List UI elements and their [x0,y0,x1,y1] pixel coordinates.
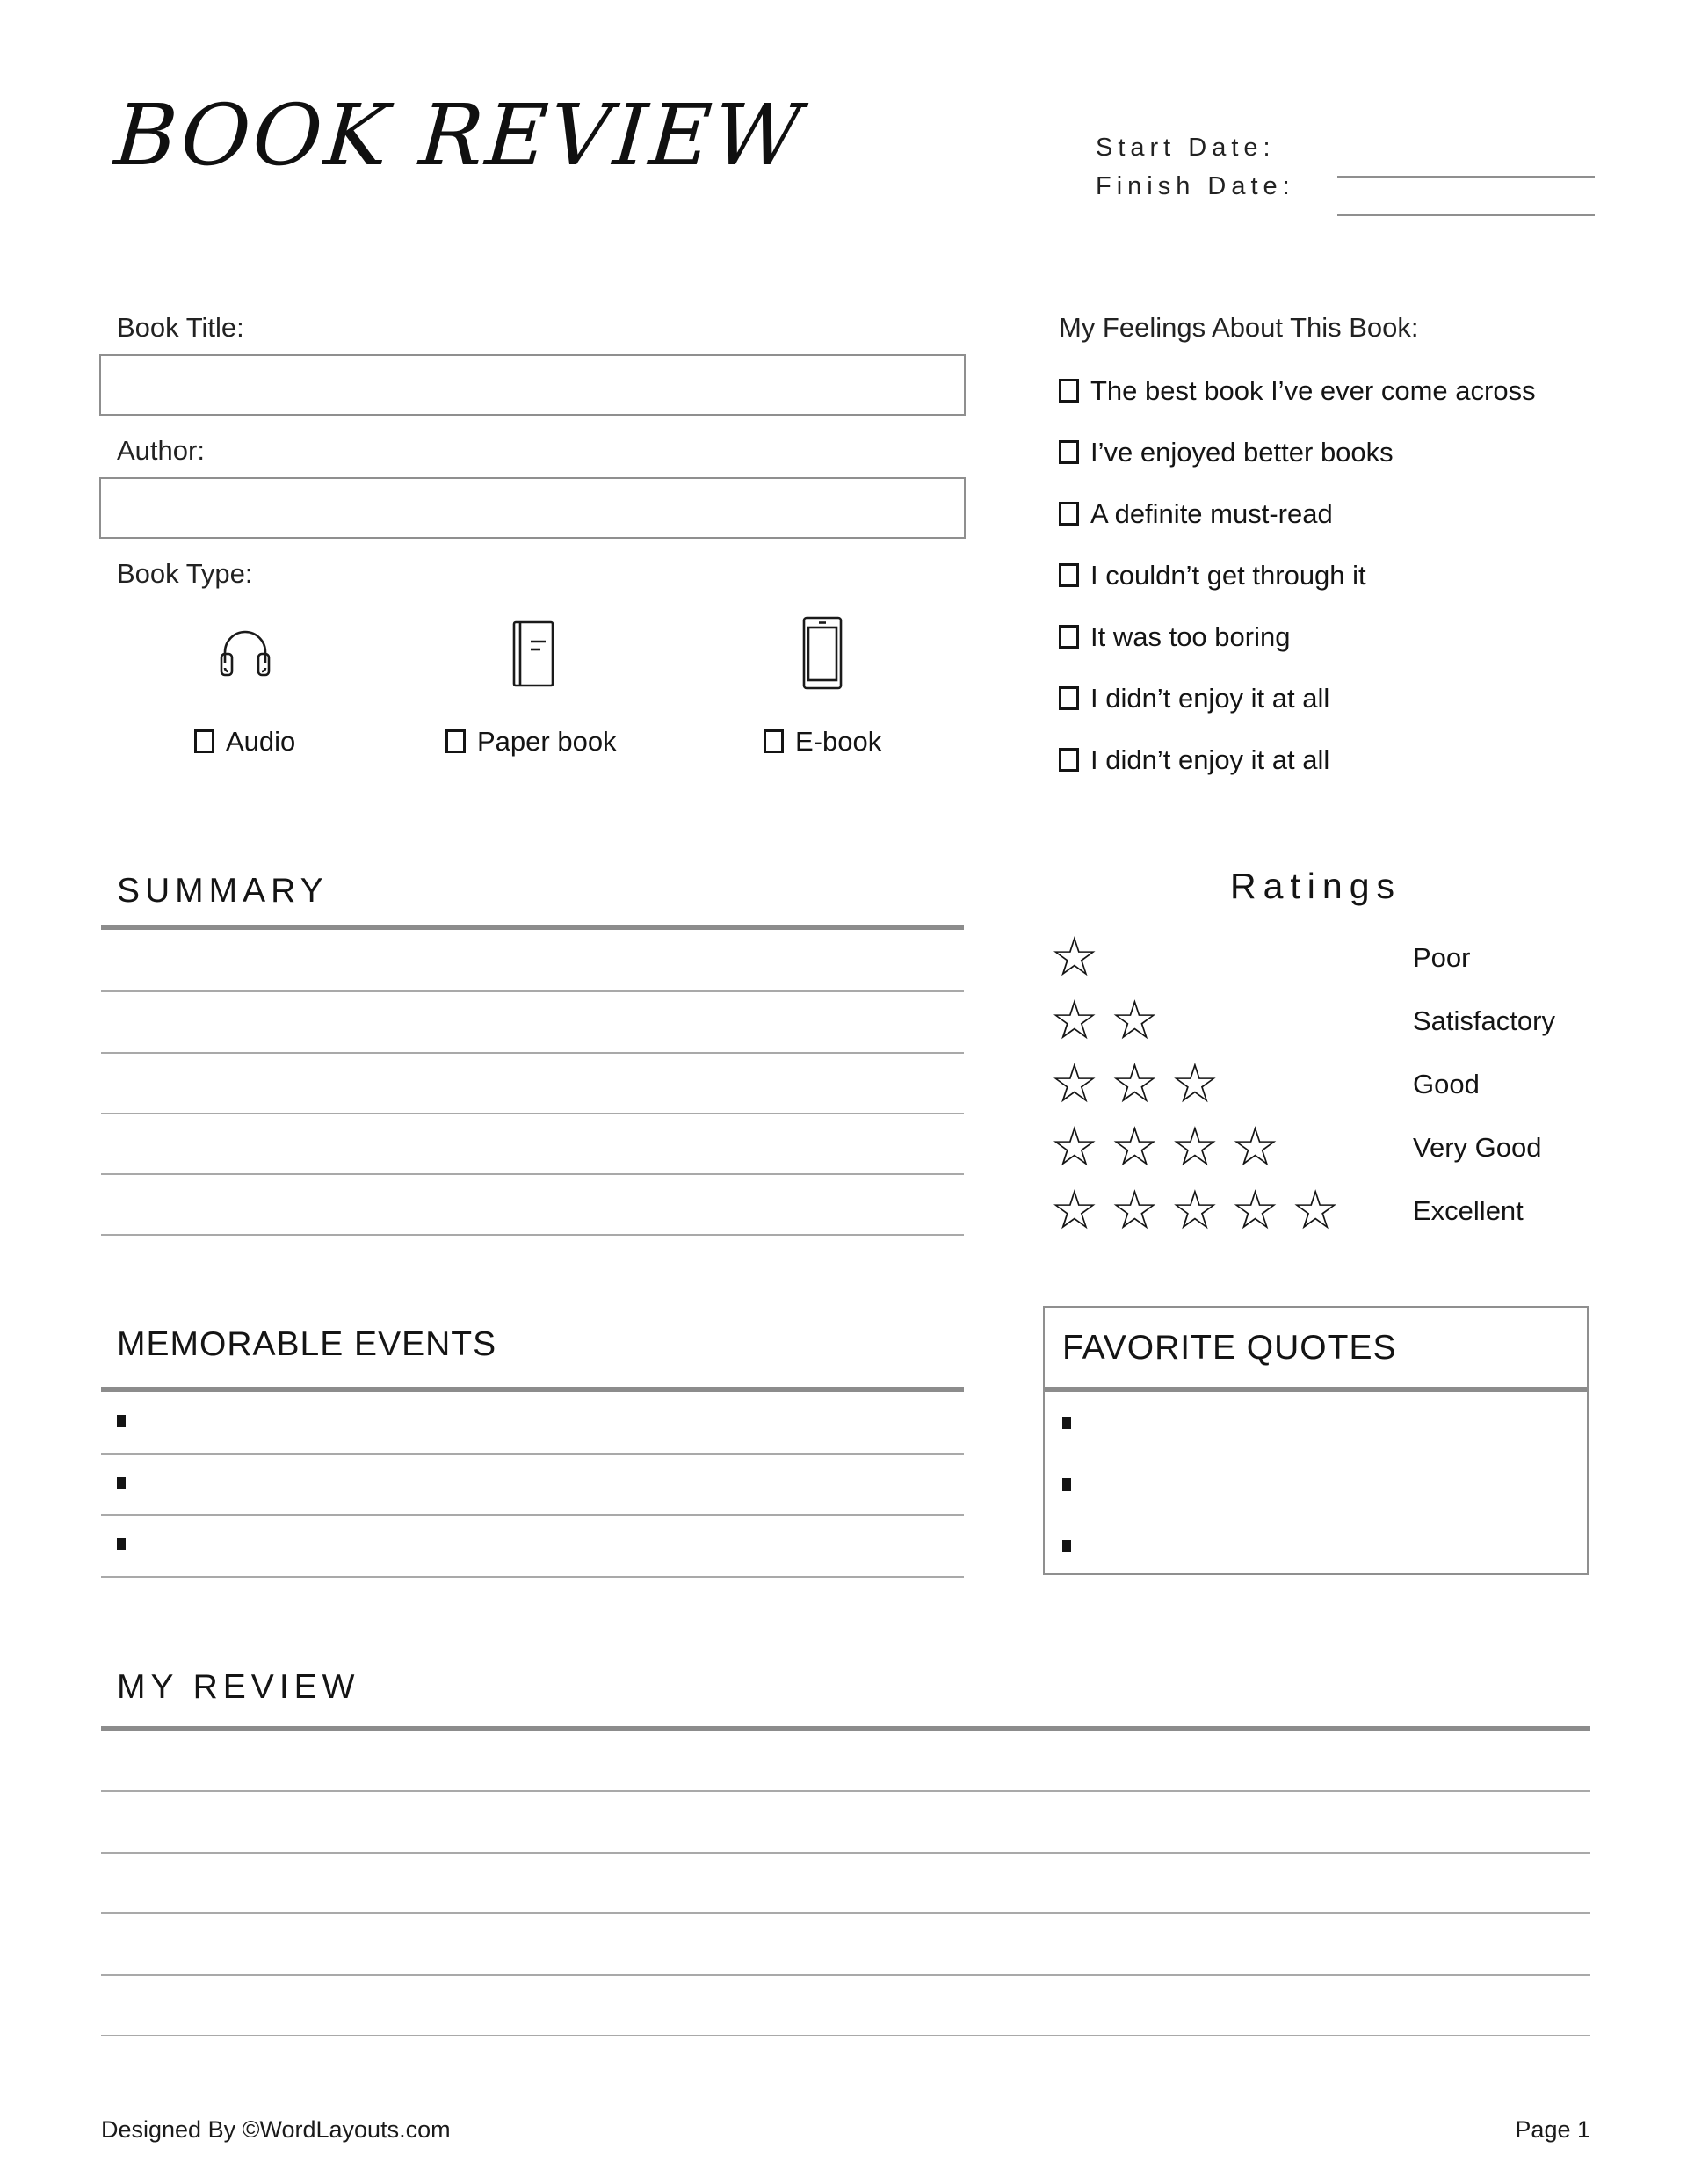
book-type-option-audio[interactable] [194,726,295,758]
favorite-quotes-heading: FAVORITE QUOTES [1062,1329,1397,1367]
feeling-option-label: I didn’t enjoy it at all [1090,683,1330,714]
author-label: Author: [117,435,205,466]
feeling-option-label: I couldn’t get through it [1090,560,1366,591]
feeling-option[interactable] [1059,560,1366,591]
summary-writing-line [101,990,964,992]
checkbox-icon[interactable] [764,729,784,753]
checkbox-icon[interactable] [1059,502,1079,526]
star-icons[interactable]: ☆☆☆☆☆ [1050,1180,1351,1241]
checkbox-icon[interactable] [445,729,466,753]
rating-row-good[interactable] [1050,1053,1589,1116]
feeling-option[interactable] [1059,683,1329,715]
review-writing-line [101,2035,1590,2036]
bullet-icon [1062,1540,1071,1552]
finish-date-label: Finish Date: [1096,172,1295,200]
rating-label: Very Good [1413,1132,1542,1163]
favorite-quotes-box [1043,1306,1589,1575]
feeling-option[interactable] [1059,375,1536,407]
feeling-option[interactable] [1059,621,1290,653]
memorable-events-divider [101,1387,964,1392]
feeling-option[interactable] [1059,498,1333,530]
book-type-option-label: Paper book [477,726,617,757]
rating-label: Satisfactory [1413,1005,1555,1036]
book-title-input[interactable] [99,354,966,416]
feeling-option-label: I’ve enjoyed better books [1090,437,1394,468]
bullet-icon [117,1415,126,1427]
summary-writing-line [101,1113,964,1114]
book-type-option-label: Audio [226,726,296,757]
checkbox-icon[interactable] [1059,563,1079,587]
footer-credit: Designed By ©WordLayouts.com [101,2116,451,2143]
page-title: BOOK REVIEW [112,86,807,185]
review-writing-line [101,1790,1590,1792]
review-writing-line [101,1912,1590,1914]
summary-writing-line [101,1052,964,1054]
favorite-quotes-divider [1045,1387,1587,1392]
star-icons[interactable]: ☆☆ [1050,990,1171,1051]
checkbox-icon[interactable] [1059,625,1079,649]
rating-label: Excellent [1413,1195,1524,1226]
finish-date-input[interactable] [1337,214,1595,216]
star-icons[interactable]: ☆☆☆ [1050,1054,1231,1114]
summary-heading: SUMMARY [117,872,329,910]
book-icon [507,619,560,689]
checkbox-icon[interactable] [1059,748,1079,772]
book-type-option-label: E-book [795,726,882,757]
checkbox-icon[interactable] [194,729,214,753]
start-date-input[interactable] [1337,176,1595,178]
feeling-option-label: The best book I’ve ever come across [1090,375,1536,406]
rating-row-satisfactory[interactable] [1050,990,1589,1053]
rating-label: Good [1413,1069,1480,1099]
my-review-divider [101,1726,1590,1731]
review-writing-line [101,1852,1590,1854]
summary-divider [101,925,964,930]
memorable-event-writing-line [101,1514,964,1516]
book-type-option-paper-book[interactable] [445,726,617,758]
my-review-heading: MY REVIEW [117,1668,360,1706]
ratings-heading: Ratings [1229,866,1401,906]
author-input[interactable] [99,477,966,539]
checkbox-icon[interactable] [1059,440,1079,464]
bullet-icon [117,1538,126,1550]
feeling-option-label: It was too boring [1090,621,1291,652]
memorable-event-writing-line [101,1453,964,1455]
star-icons[interactable]: ☆☆☆☆ [1050,1117,1292,1178]
memorable-event-writing-line [101,1576,964,1578]
rating-row-poor[interactable] [1050,926,1589,990]
feeling-option-label: A definite must-read [1090,498,1333,529]
bullet-icon [1062,1417,1071,1429]
checkbox-icon[interactable] [1059,379,1079,403]
bullet-icon [117,1477,126,1489]
rating-row-very-good[interactable] [1050,1116,1589,1179]
summary-writing-line [101,1234,964,1236]
start-date-label: Start Date: [1096,134,1276,162]
summary-writing-line [101,1173,964,1175]
book-title-label: Book Title: [117,312,244,343]
book-type-option-ebook[interactable] [764,726,881,758]
book-type-label: Book Type: [117,558,253,589]
page-number: Page 1 [1515,2116,1590,2143]
rating-row-excellent[interactable] [1050,1179,1589,1243]
bullet-icon [1062,1478,1071,1491]
headphones-icon [214,622,276,684]
feeling-option[interactable] [1059,744,1329,776]
review-writing-line [101,1974,1590,1976]
star-icons[interactable]: ☆ [1050,927,1111,988]
feeling-option[interactable] [1059,437,1394,468]
rating-label: Poor [1413,942,1471,973]
smartphone-icon [800,615,845,691]
feeling-option-label: I didn’t enjoy it at all [1090,744,1330,775]
feelings-heading: My Feelings About This Book: [1059,312,1419,343]
memorable-events-heading: MEMORABLE EVENTS [117,1325,497,1363]
checkbox-icon[interactable] [1059,686,1079,710]
